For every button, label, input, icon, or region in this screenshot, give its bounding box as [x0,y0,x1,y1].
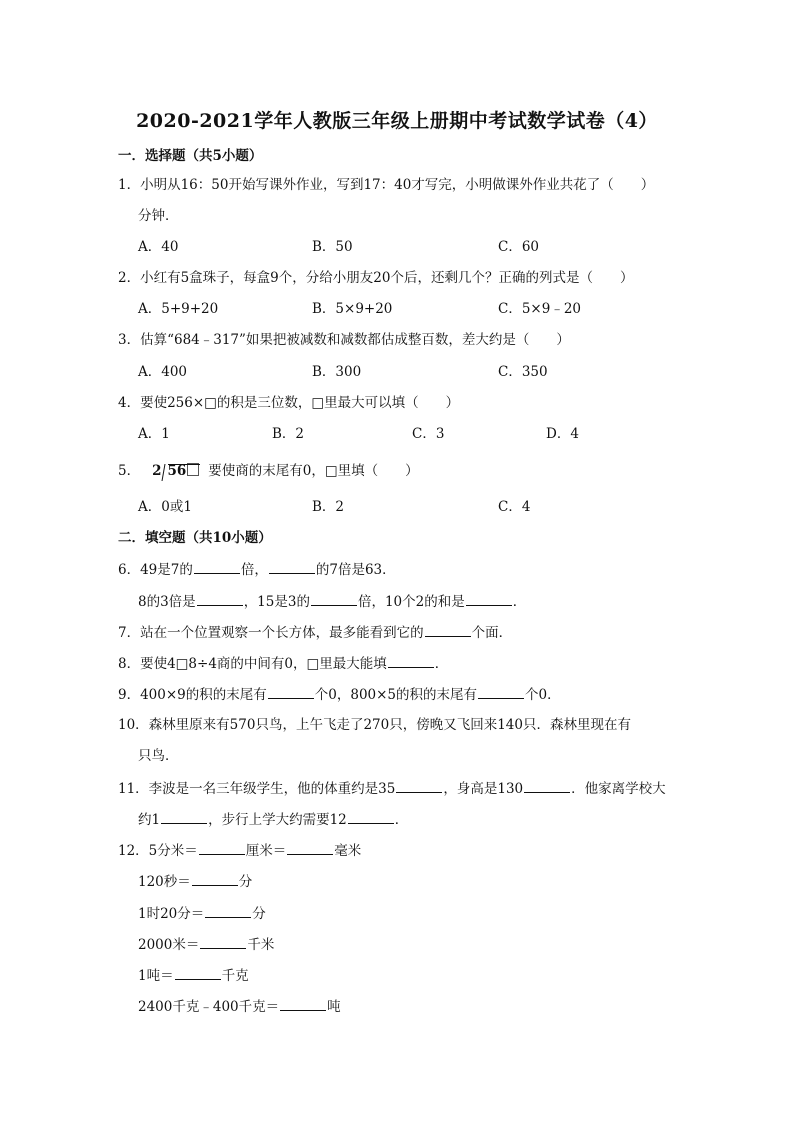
answer-blank[interactable] [175,965,221,980]
division-bar [168,464,201,465]
answer-blank[interactable] [205,903,251,918]
answer-blank[interactable] [268,684,314,699]
question-2: 2．小红有5盒珠子，每盒9个，分给小朋友20个后，还剩几个？正确的列式是（ ） [118,270,634,286]
answer-blank[interactable] [348,809,394,824]
q2-option-b: B．5×9+20 [312,301,393,317]
question-1-continued: 分钟． [138,208,179,224]
q1-option-a: A．40 [138,239,179,255]
question-4: 4．要使256×□的积是三位数，□里最大可以填（ ） [118,395,460,411]
question-6-line-2: 8的3倍是 ，15是3的 倍，10个2的和是 ． [138,591,526,612]
answer-blank[interactable] [396,778,442,793]
q5-option-b: B．2 [312,499,345,515]
long-division-symbol [144,461,204,481]
q1-option-c: C．60 [498,239,540,255]
question-7: 7．站在一个位置观察一个长方体，最多能看到它的 个面． [118,622,512,643]
answer-blank[interactable] [524,778,570,793]
q2-option-a: A．5+9+20 [138,301,219,317]
answer-blank[interactable] [269,559,315,574]
question-12-line-3: 1时20分＝ 分 [138,903,266,924]
answer-blank[interactable] [388,653,434,668]
q1-option-b: B．50 [312,239,353,255]
question-8: 8．要使4□8÷4商的中间有0，□里最大能填 ． [118,653,448,674]
q3-option-b: B．300 [312,364,362,380]
question-6: 6．49是7的 倍， 的7倍是63． [118,559,396,580]
question-12-line-5: 1吨＝ 千克 [138,965,249,986]
q4-option-c: C．3 [412,426,445,442]
answer-blank[interactable] [192,871,238,886]
division-bracket [161,464,165,481]
question-11-continued: 约1 ，步行上学大约需要12 ． [138,809,408,830]
question-12-line-6: 2400千克﹣400千克＝ 吨 [138,996,341,1017]
q4-option-d: D．4 [546,426,579,442]
question-11: 11．李波是一名三年级学生，他的体重约是35 ，身高是130 ．他家离学校大 [118,778,666,799]
q2-option-c: C．5×9﹣20 [498,301,581,317]
answer-blank[interactable] [194,559,240,574]
q5-number: 5． [118,463,141,479]
question-9: 9．400×9的积的末尾有 个0，800×5的积的末尾有 个0． [118,684,561,705]
q5-dividend: 56 [167,463,187,479]
question-10-continued: 只鸟． [138,748,179,764]
q3-option-c: C．350 [498,364,548,380]
q4-option-b: B．2 [272,426,305,442]
question-12-line-4: 2000米＝ 千米 [138,934,274,955]
answer-blank[interactable] [280,996,326,1011]
question-3: 3．估算“684﹣317”如果把被减数和减数都估成整百数，差大约是（ ） [118,332,570,348]
question-10: 10．森林里原来有570只鸟，上午飞走了270只，傍晚又飞回来140只．森林里现在有 [118,717,631,733]
page-title: 2020-2021学年人教版三年级上册期中考试数学试卷（4） [136,110,658,132]
answer-blank[interactable] [478,684,524,699]
q5-option-c: C．4 [498,499,531,515]
answer-blank[interactable] [287,840,333,855]
q4-option-a: A．1 [138,426,170,442]
answer-blank[interactable] [311,591,357,606]
question-1: 1．小明从16：50开始写课外作业，写到17：40才写完，小明做课外作业共花了（ ） [118,177,655,193]
section-heading-fill: 二．填空题（共10小题） [118,530,272,546]
answer-blank[interactable] [200,934,246,949]
q5-text: 要使商的末尾有0，□里填（ ） [208,463,419,479]
question-12: 12．5分米＝ 厘米＝ 毫米 [118,840,361,861]
answer-blank[interactable] [466,591,512,606]
answer-blank[interactable] [161,809,207,824]
question-12-line-2: 120秒＝ 分 [138,871,252,892]
answer-blank[interactable] [197,591,243,606]
section-heading-choice: 一．选择题（共5小题） [118,148,263,164]
question-5 [118,461,419,481]
q3-option-a: A．400 [138,364,188,380]
q5-divisor: 2 [152,463,162,479]
answer-blank[interactable] [425,622,471,637]
answer-blank[interactable] [199,840,245,855]
q5-option-a: A．0或1 [138,499,192,515]
